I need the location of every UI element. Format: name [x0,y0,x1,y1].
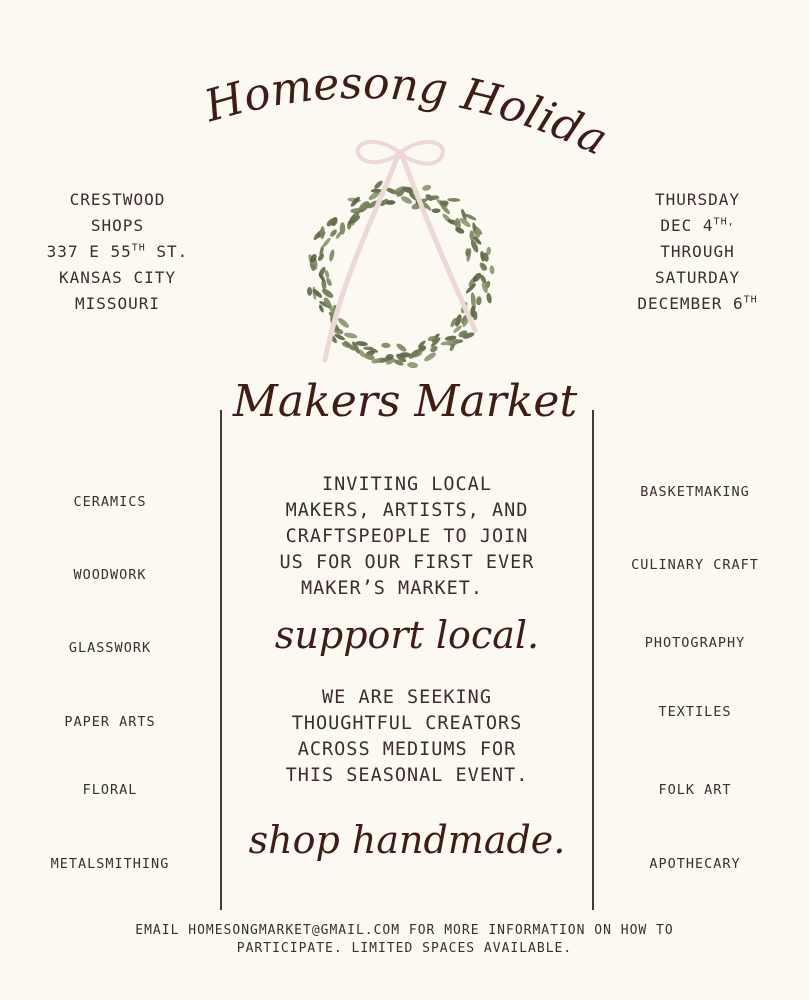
medium-paper-arts: PAPER ARTS [64,714,156,730]
slogan-support-local: support local. [274,613,540,657]
medium-woodwork: WOODWORK [73,567,147,583]
wreath-leaf [489,265,495,275]
street-number: 337 E 55 [46,242,132,261]
seeking-line: THIS SEASONAL EVENT. [285,765,529,786]
invitation-line: INVITING LOCAL [322,474,492,495]
left-divider [220,410,222,910]
medium-glasswork: GLASSWORK [68,640,152,656]
medium-folk-art: FOLK ART [658,782,732,798]
wreath-leaves [307,179,495,368]
seeking-line: WE ARE SEEKING [322,687,492,708]
wreath-leaf [473,311,478,320]
location-block [20,187,215,317]
wreath-leaf [486,292,493,303]
wreath-leaf [340,222,346,234]
dates-line-3: THROUGH [660,242,735,261]
wreath-leaf [343,332,357,340]
dates-line-4: SATURDAY [654,268,741,287]
wreath-leaf [407,362,418,369]
invitation-line: MAKERS, ARTISTS, AND [285,500,529,521]
footer-line-1: EMAIL HOMESONGMARKET@GMAIL.COM FOR MORE INFORMATION ON HOW TO [135,923,674,938]
wreath-leaf [432,208,441,213]
wreath-leaf [321,287,335,299]
wreath-svg [280,125,520,375]
start-date: DEC 4 [660,216,714,235]
wreath-leaf [363,346,373,350]
wreath-leaf [328,249,335,262]
wreath-leaf [476,296,482,305]
medium-textiles: TEXTILES [658,704,732,720]
wreath-leaf [307,287,313,296]
invitation-line: CRAFTSPEOPLE TO JOIN [285,526,529,547]
invitation-text [228,472,586,602]
invitation-line: US FOR OUR FIRST EVER [279,552,535,573]
makers-market-heading: Makers Market [232,376,578,427]
location-line-2: SHOPS [90,216,145,235]
slogan-shop-handmade: shop handmade. [248,818,566,862]
medium-basketmaking: BASKETMAKING [640,484,750,500]
street-suffix: ST. [145,242,189,261]
medium-ceramics: CERAMICS [73,494,147,510]
wreath-illustration [280,125,520,375]
location-line-1: CRESTWOOD [69,190,166,209]
ribbon-loop [358,142,400,163]
seeking-line: THOUGHTFUL CREATORS [291,713,523,734]
seeking-text [228,685,586,789]
end-date: DECEMBER 6 [637,294,744,313]
dates-line-5 [610,291,785,317]
invitation-line: MAKER’S MARKET. [300,578,484,599]
wreath-leaf [422,184,432,192]
dates-line-1: THURSDAY [654,190,741,209]
medium-floral: FLORAL [82,782,138,798]
ribbon-knot [395,149,405,159]
wreath-leaf [395,342,407,353]
ribbon-tail [402,155,475,330]
medium-metalsmithing: METALSMITHING [50,856,170,872]
footer-contact [30,922,779,958]
medium-apothecary: APOTHECARY [649,856,741,872]
wreath-leaf [447,198,460,202]
street-ordinal: TH [131,242,146,254]
dates-block [610,187,785,317]
medium-photography: PHOTOGRAPHY [644,635,746,651]
market-title-textpath: Homesong Holiday [177,22,616,166]
location-line-4: KANSAS CITY [59,268,176,287]
wreath-leaf [423,351,437,363]
medium-culinary-craft: CULINARY CRAFT [631,557,759,573]
end-date-ordinal: TH [743,294,758,306]
location-line-5: MISSOURI [74,294,161,313]
right-divider [592,410,594,910]
dates-line-2 [610,213,785,239]
location-line-3 [20,239,215,265]
wreath-leaf [381,343,390,349]
start-date-ordinal: TH, [713,216,735,228]
footer-line-2: PARTICIPATE. LIMITED SPACES AVAILABLE. [236,941,573,956]
seeking-line: ACROSS MEDIUMS FOR [297,739,517,760]
